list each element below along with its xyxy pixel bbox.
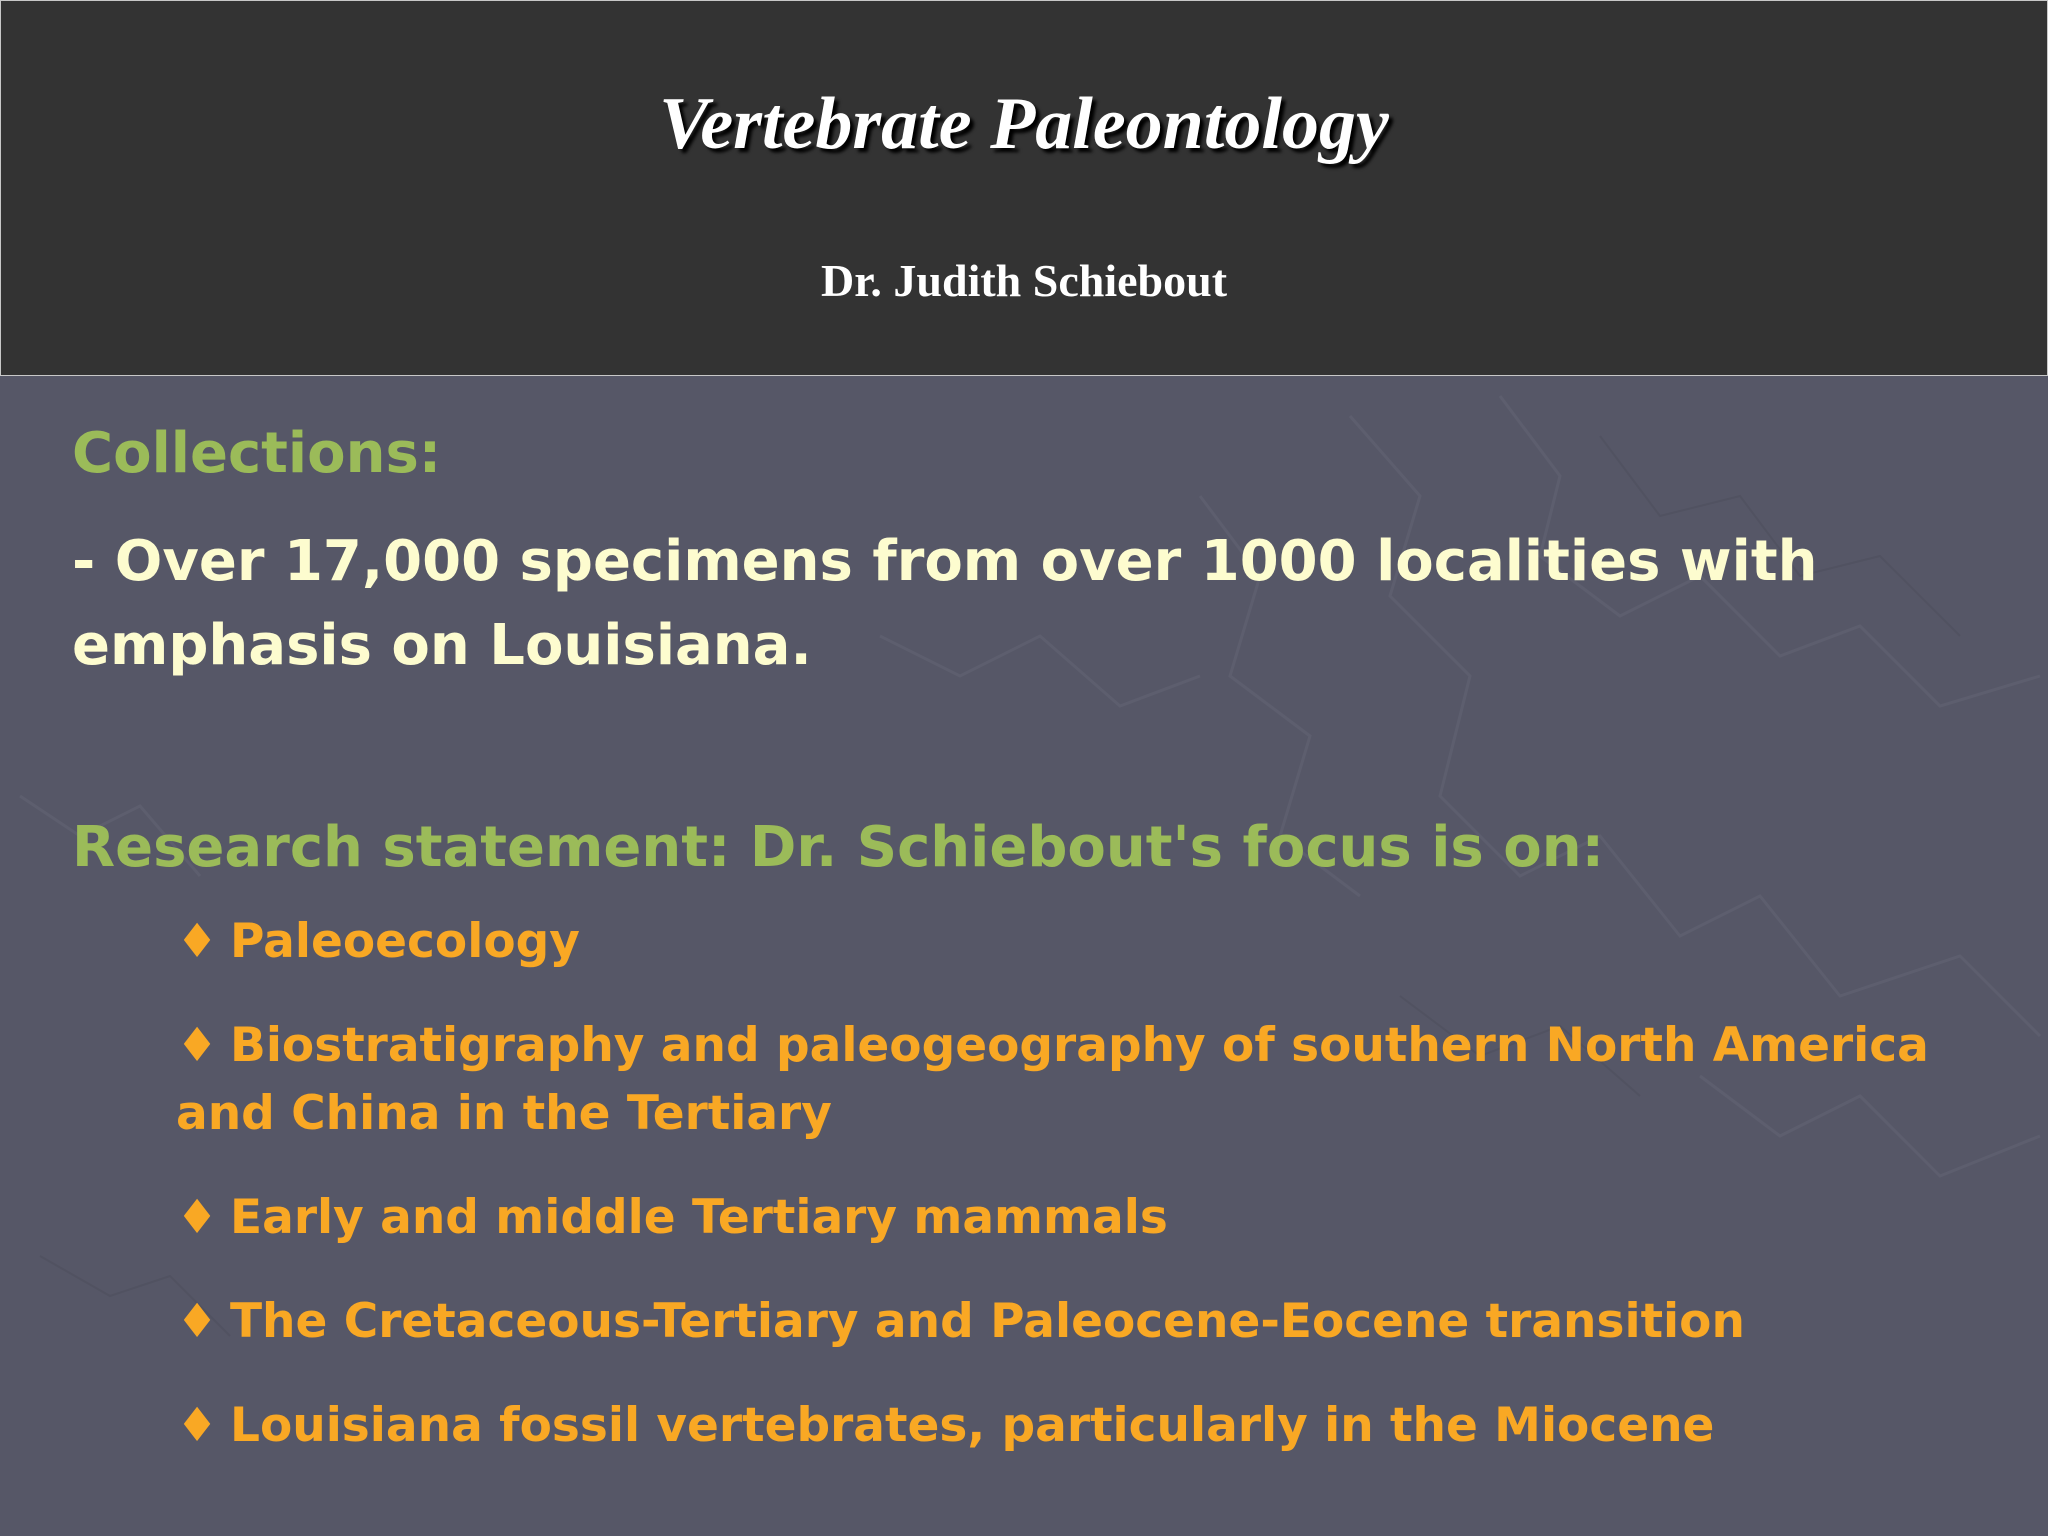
diamond-bullet-icon: ♦ — [176, 1190, 219, 1245]
title-bar — [0, 0, 2048, 376]
diamond-bullet-icon: ♦ — [176, 1398, 219, 1453]
list-item — [176, 908, 2002, 976]
research-heading: Research statement: Dr. Schiebout's focus is on: — [72, 815, 1604, 880]
list-item-label: Louisiana fossil vertebrates, particularly in the Miocene — [230, 1398, 1715, 1453]
slide-subtitle: Dr. Judith Schiebout — [820, 255, 1228, 306]
list-item — [176, 1184, 2002, 1252]
list-item — [176, 1288, 2002, 1356]
diamond-bullet-icon: ♦ — [176, 914, 219, 969]
slide-content — [72, 412, 2002, 1496]
list-item — [176, 1012, 2002, 1148]
slide-title: Vertebrate Paleontology — [659, 83, 1389, 165]
list-item-label: Paleoecology — [230, 914, 580, 969]
collections-text: - Over 17,000 specimens from over 1000 localities with emphasis on Louisiana. — [72, 529, 1818, 678]
diamond-bullet-icon: ♦ — [176, 1294, 219, 1349]
list-item-label: Early and middle Tertiary mammals — [230, 1190, 1168, 1245]
collections-heading: Collections: — [72, 421, 442, 486]
diamond-bullet-icon: ♦ — [176, 1018, 219, 1073]
research-bullet-list — [72, 908, 2002, 1460]
list-item-label: Biostratigraphy and paleogeography of southern North America and China in the Tertiary — [176, 1018, 1929, 1141]
list-item — [176, 1392, 2002, 1460]
list-item-label: The Cretaceous-Tertiary and Paleocene-Eocene transition — [230, 1294, 1745, 1349]
